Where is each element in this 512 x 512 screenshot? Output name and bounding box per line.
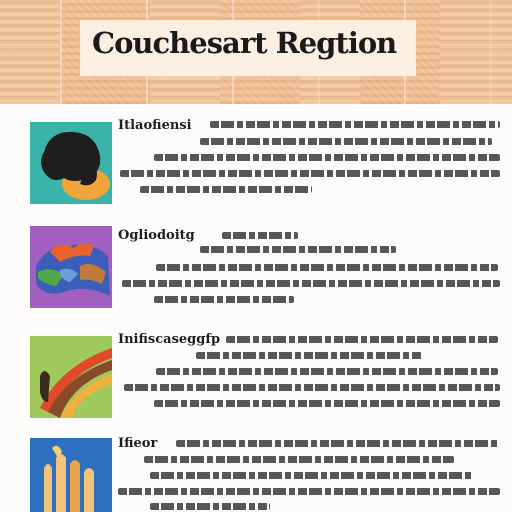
- text-line: [118, 488, 500, 495]
- section-heading: Ifieor: [118, 436, 158, 451]
- text-line: [122, 280, 500, 287]
- woman-profile-illustration: [30, 122, 112, 204]
- text-line: [196, 352, 422, 359]
- section-4: [0, 436, 512, 512]
- text-line: [154, 400, 500, 407]
- section-3: [0, 332, 512, 428]
- section-2: [0, 226, 512, 322]
- page-title: Couchesart Regtion: [92, 26, 397, 60]
- text-line: [200, 138, 492, 145]
- hands-illustration: [30, 438, 112, 512]
- banner-texture: [0, 0, 60, 104]
- text-line: [124, 384, 500, 391]
- banner-texture: [440, 0, 512, 104]
- section-heading: Itlaofiensi: [118, 118, 192, 133]
- text-line: [150, 503, 270, 510]
- text-line: [154, 154, 500, 161]
- text-line: [150, 472, 472, 479]
- text-line: [144, 456, 454, 463]
- text-line: [176, 440, 500, 447]
- text-line: [154, 296, 294, 303]
- section-heading: Ogliodoitg: [118, 228, 195, 243]
- striped-curve-illustration: [30, 336, 112, 418]
- text-line: [210, 121, 500, 128]
- text-line: [140, 186, 312, 193]
- section-heading: Inifiscaseggfp: [118, 332, 221, 347]
- text-line: [156, 368, 498, 375]
- text-line: [200, 246, 396, 253]
- text-line: [156, 264, 498, 271]
- colorful-map-illustration: [30, 226, 112, 308]
- text-line: [222, 232, 298, 239]
- section-1: [0, 118, 512, 218]
- text-line: [226, 336, 498, 343]
- text-line: [120, 170, 500, 177]
